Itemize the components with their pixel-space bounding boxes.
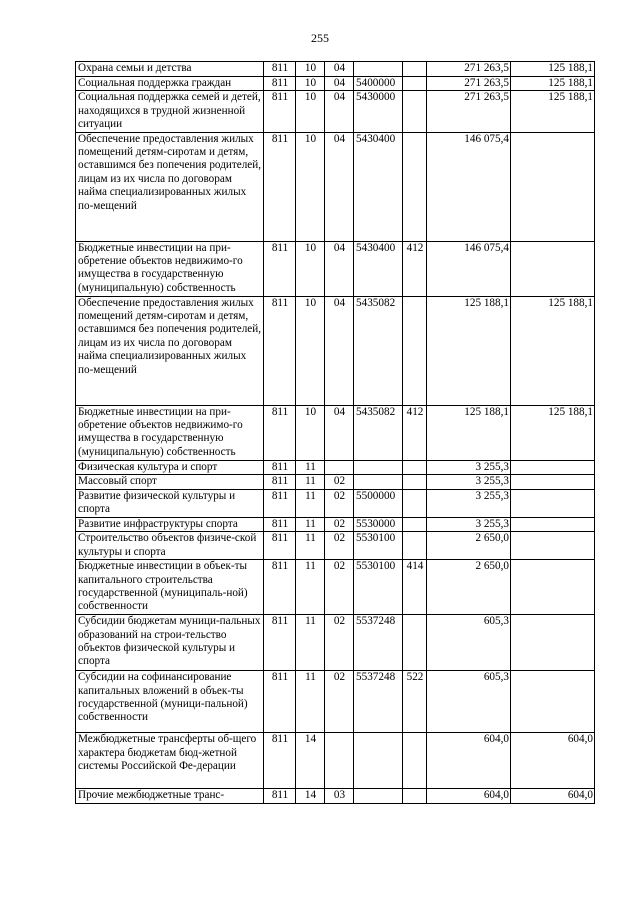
cell-item-name: Охрана семьи и детства [76,62,264,77]
cell-expense-type-code [403,132,427,241]
cell-target-code: 5435082 [354,296,403,405]
cell-section-code: 11 [296,615,325,671]
cell-target-code [354,62,403,77]
cell-grbs-code: 811 [264,62,296,77]
cell-target-code [354,789,403,803]
cell-subsection-code: 02 [325,490,354,518]
cell-expense-type-code [403,517,427,531]
cell-expense-type-code [403,615,427,671]
cell-amount-1: 604,0 [427,789,511,803]
cell-item-name: Прочие межбюджетные транс- [76,789,264,803]
cell-section-code: 10 [296,296,325,405]
cell-amount-2 [511,475,595,490]
cell-subsection-code: 02 [325,671,354,733]
cell-amount-1: 605,3 [427,615,511,671]
table-row [76,77,595,91]
budget-table [75,61,595,804]
cell-item-name: Субсидии на софинансирование капитальных вложений в объек-ты государственной (муници-пальной) собственности [76,671,264,733]
cell-item-name: Бюджетные инвестиции на при-обретение объектов недвижимо-го имущества в государственную (муниципальную) собственность [76,241,264,296]
cell-target-code: 5530000 [354,517,403,531]
cell-target-code: 5400000 [354,77,403,91]
cell-section-code: 10 [296,241,325,296]
cell-expense-type-code [403,733,427,789]
cell-section-code: 10 [296,91,325,132]
cell-section-code: 10 [296,62,325,77]
table-row [76,241,595,296]
cell-expense-type-code [403,490,427,518]
cell-grbs-code: 811 [264,517,296,531]
cell-target-code: 5530100 [354,532,403,560]
cell-amount-2: 125 188,1 [511,77,595,91]
cell-grbs-code: 811 [264,490,296,518]
cell-grbs-code: 811 [264,671,296,733]
cell-section-code: 14 [296,789,325,803]
cell-target-code [354,733,403,789]
cell-subsection-code: 04 [325,62,354,77]
cell-grbs-code: 811 [264,296,296,405]
cell-amount-1: 146 075,4 [427,241,511,296]
cell-expense-type-code: 414 [403,560,427,615]
cell-item-name: Социальная поддержка семей и детей, находящихся в трудной жизненной ситуации [76,91,264,132]
cell-expense-type-code: 522 [403,671,427,733]
cell-item-name: Обеспечение предоставления жилых помещений детям-сиротам и детям, оставшимся без попечения родителей, лицам из их числа по договорам найма специализированных жилых по-мещений [76,132,264,241]
cell-grbs-code: 811 [264,405,296,460]
cell-amount-1: 2 650,0 [427,560,511,615]
cell-grbs-code: 811 [264,91,296,132]
cell-target-code [354,475,403,490]
cell-amount-2 [511,560,595,615]
cell-subsection-code: 04 [325,91,354,132]
table-row [76,296,595,405]
cell-expense-type-code [403,460,427,474]
cell-grbs-code: 811 [264,789,296,803]
cell-target-code [354,460,403,474]
cell-grbs-code: 811 [264,460,296,474]
cell-amount-1: 271 263,5 [427,77,511,91]
cell-amount-2 [511,671,595,733]
table-row [76,532,595,560]
cell-amount-1: 271 263,5 [427,62,511,77]
cell-amount-1: 125 188,1 [427,296,511,405]
cell-expense-type-code [403,77,427,91]
cell-expense-type-code [403,91,427,132]
cell-amount-1: 3 255,3 [427,490,511,518]
table-row [76,733,595,789]
cell-amount-2 [511,517,595,531]
cell-item-name: Субсидии бюджетам муници-пальных образований на строи-тельство объектов физической культуры и спорта [76,615,264,671]
cell-amount-2 [511,532,595,560]
table-row [76,132,595,241]
cell-amount-1: 3 255,3 [427,460,511,474]
table-row [76,490,595,518]
cell-amount-2: 125 188,1 [511,405,595,460]
cell-grbs-code: 811 [264,475,296,490]
cell-item-name: Развитие инфраструктуры спорта [76,517,264,531]
cell-target-code: 5430000 [354,91,403,132]
cell-subsection-code [325,460,354,474]
cell-item-name: Обеспечение предоставления жилых помещений детям-сиротам и детям, оставшимся без попечения родителей, лицам из их числа по договорам найма специализированных жилых по-мещений [76,296,264,405]
table-row [76,475,595,490]
cell-section-code: 11 [296,560,325,615]
cell-grbs-code: 811 [264,241,296,296]
table-body [76,62,595,804]
cell-item-name: Социальная поддержка граждан [76,77,264,91]
cell-amount-2: 604,0 [511,733,595,789]
cell-expense-type-code: 412 [403,405,427,460]
cell-section-code: 11 [296,475,325,490]
cell-target-code: 5500000 [354,490,403,518]
cell-grbs-code: 811 [264,733,296,789]
cell-subsection-code: 04 [325,132,354,241]
cell-target-code: 5530100 [354,560,403,615]
cell-amount-2 [511,132,595,241]
cell-subsection-code: 04 [325,296,354,405]
cell-target-code: 5430400 [354,241,403,296]
table-row [76,517,595,531]
cell-target-code: 5430400 [354,132,403,241]
cell-item-name: Бюджетные инвестиции в объек-ты капитального строительства государственной (муниципаль-ной) собственности [76,560,264,615]
cell-amount-1: 271 263,5 [427,91,511,132]
cell-grbs-code: 811 [264,532,296,560]
cell-amount-2 [511,460,595,474]
cell-expense-type-code [403,789,427,803]
cell-subsection-code: 02 [325,475,354,490]
table-row [76,560,595,615]
cell-section-code: 14 [296,733,325,789]
cell-amount-1: 605,3 [427,671,511,733]
cell-expense-type-code [403,62,427,77]
cell-subsection-code [325,733,354,789]
cell-item-name: Массовый спорт [76,475,264,490]
cell-section-code: 11 [296,517,325,531]
cell-section-code: 11 [296,671,325,733]
cell-section-code: 10 [296,405,325,460]
cell-amount-2 [511,241,595,296]
cell-subsection-code: 02 [325,532,354,560]
cell-expense-type-code [403,475,427,490]
cell-amount-1: 3 255,3 [427,475,511,490]
table-row [76,789,595,803]
cell-grbs-code: 811 [264,615,296,671]
cell-expense-type-code: 412 [403,241,427,296]
cell-expense-type-code [403,532,427,560]
cell-subsection-code: 04 [325,405,354,460]
cell-section-code: 11 [296,490,325,518]
cell-section-code: 10 [296,77,325,91]
table-row [76,62,595,77]
cell-amount-1: 125 188,1 [427,405,511,460]
cell-target-code: 5435082 [354,405,403,460]
cell-grbs-code: 811 [264,77,296,91]
cell-amount-2 [511,615,595,671]
cell-subsection-code: 02 [325,560,354,615]
cell-section-code: 10 [296,132,325,241]
table-row [76,460,595,474]
table-row [76,405,595,460]
cell-grbs-code: 811 [264,132,296,241]
cell-expense-type-code [403,296,427,405]
cell-subsection-code: 04 [325,77,354,91]
cell-item-name: Межбюджетные трансферты об-щего характера бюджетам бюд-жетной системы Российской Фе-дерации [76,733,264,789]
cell-item-name: Бюджетные инвестиции на при-обретение объектов недвижимо-го имущества в государственную (муниципальную) собственность [76,405,264,460]
page-number: 255 [311,31,329,45]
cell-item-name: Физическая культура и спорт [76,460,264,474]
table-row [76,671,595,733]
cell-amount-1: 604,0 [427,733,511,789]
table-row [76,91,595,132]
cell-target-code: 5537248 [354,615,403,671]
cell-amount-2: 604,0 [511,789,595,803]
cell-amount-1: 2 650,0 [427,532,511,560]
cell-amount-2: 125 188,1 [511,62,595,77]
cell-amount-2: 125 188,1 [511,91,595,132]
cell-target-code: 5537248 [354,671,403,733]
cell-item-name: Развитие физической культуры и спорта [76,490,264,518]
cell-amount-1: 146 075,4 [427,132,511,241]
cell-subsection-code: 02 [325,615,354,671]
cell-item-name: Строительство объектов физиче-ской культуры и спорта [76,532,264,560]
cell-amount-1: 3 255,3 [427,517,511,531]
cell-amount-2: 125 188,1 [511,296,595,405]
cell-subsection-code: 03 [325,789,354,803]
table-row [76,615,595,671]
cell-subsection-code: 04 [325,241,354,296]
cell-section-code: 11 [296,532,325,560]
cell-section-code: 11 [296,460,325,474]
cell-grbs-code: 811 [264,560,296,615]
cell-amount-2 [511,490,595,518]
cell-subsection-code: 02 [325,517,354,531]
